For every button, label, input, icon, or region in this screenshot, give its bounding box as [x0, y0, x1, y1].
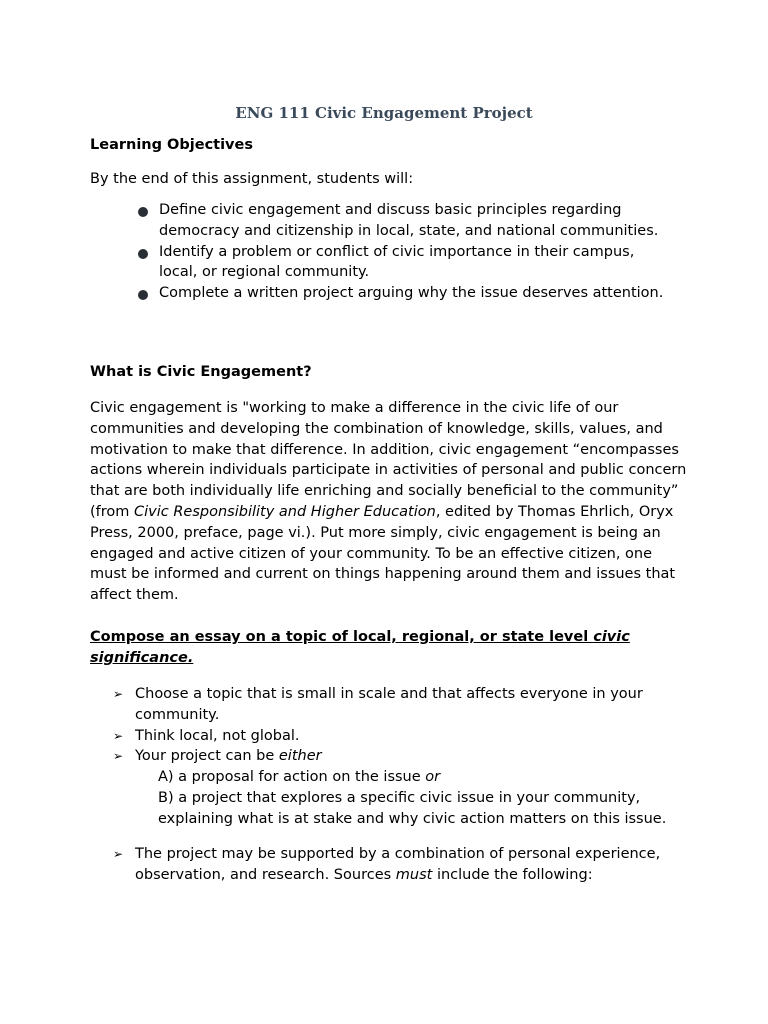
objective-text: Identify a problem or conflict of civic importance in their campus, local, or regional community. [159, 243, 635, 281]
book-title: Civic Responsibility and Higher Education [134, 503, 436, 520]
list-item [113, 844, 673, 886]
list-item [138, 283, 668, 304]
arrow-bullet-icon: ➢ [113, 749, 124, 764]
bullet-icon [138, 207, 148, 217]
instruction-text: The project may be supported by a combination of personal experience, observation, and research. Sources [135, 846, 661, 883]
list-item [113, 726, 673, 747]
objective-text: Define civic engagement and discuss basic principles regarding democracy and citizenship in local, state, and national communities. [159, 202, 659, 239]
arrow-bullet-icon: ➢ [113, 728, 124, 743]
list-item [138, 242, 668, 284]
bullet-icon [138, 249, 148, 259]
list-item [113, 684, 673, 726]
essay-heading-italic: civic significance. [90, 629, 630, 666]
objectives-intro: By the end of this assignment, students will: [90, 171, 414, 187]
arrow-bullet-icon: ➢ [113, 847, 124, 862]
paragraph-text: , edited by Thomas Ehrlich, Oryx Press, 2000, preface, page vi.). Put more simply, civic engagement is being an engaged and active citizen of your community. To be an effective citizen, one must be informed and current on things happening around them and issues that affect them. [90, 503, 676, 604]
civic-engagement-paragraph [90, 398, 690, 606]
instruction-text: include the following: [432, 866, 593, 883]
arrow-bullet-icon: ➢ [113, 687, 124, 701]
essay-instructions-list [113, 684, 673, 886]
list-item [138, 200, 668, 242]
instruction-text: Choose a topic that is small in scale and that affects everyone in your community. [135, 686, 643, 723]
option-a [158, 767, 673, 788]
paragraph-text: Civic engagement is "working to make a difference in the civic life of our communities and developing the combination of knowledge, skills, values, and motivation to make that difference. In addition, civic engagement “encompasses actions wherein individuals participate in activities of personal and public concern that are both individually life enriching and socially beneficial to the community” (from [90, 400, 687, 520]
option-a-or: or [425, 769, 441, 786]
instruction-emphasis: must [395, 866, 433, 883]
option-a-text: A) a proposal for action on the issue [158, 769, 426, 786]
objectives-list [138, 200, 668, 304]
instruction-text: Think local, not global. [135, 727, 300, 744]
document-title: ENG 111 Civic Engagement Project [235, 104, 533, 122]
essay-heading-text: Compose an essay on a topic of local, regional, or state level [90, 629, 594, 645]
bullet-icon [138, 290, 148, 300]
learning-objectives-heading: Learning Objectives [90, 137, 253, 153]
instruction-text: Your project can be [135, 748, 279, 765]
what-is-heading: What is Civic Engagement? [90, 364, 312, 380]
option-b: B) a project that explores a specific civic issue in your community, explaining what is at stake and why civic action matters on this issue. [158, 789, 667, 827]
instruction-emphasis: either [278, 748, 322, 765]
essay-heading [90, 627, 690, 669]
list-item [113, 746, 673, 767]
objective-text: Complete a written project arguing why the issue deserves attention. [159, 285, 664, 302]
